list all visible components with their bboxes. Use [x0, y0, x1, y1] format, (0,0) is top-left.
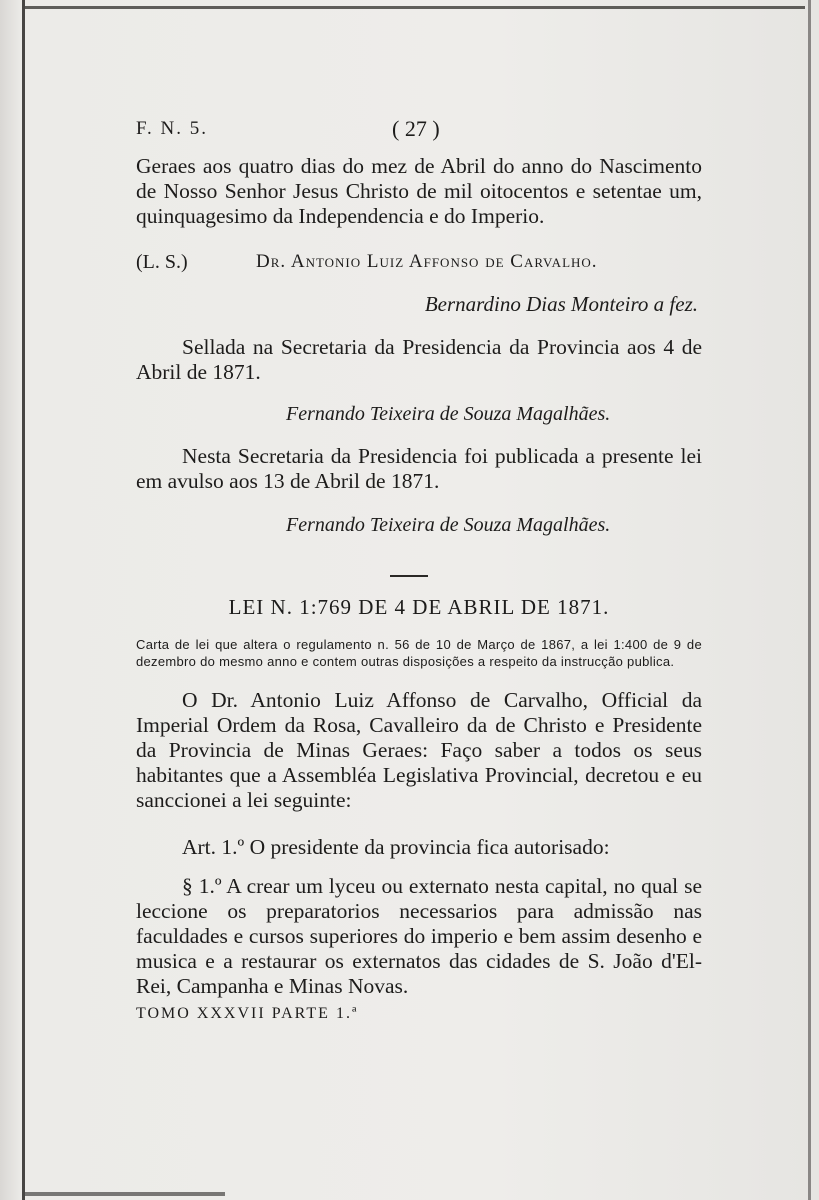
made-by-line: Bernardino Dias Monteiro a fez.	[424, 292, 698, 316]
article-1: Art. 1.º O presidente da provincia fica autorisado:	[182, 835, 610, 859]
law-title: LEI N. 1:769 DE 4 DE ABRIL DE 1871.	[228, 595, 610, 619]
top-edge-line	[25, 6, 805, 9]
volume-footer: TOMO XXXVII PARTE 1.ª	[136, 1005, 359, 1022]
section-divider	[390, 575, 428, 577]
secretary-signature-1: Fernando Teixeira de Souza Magalhães.	[286, 403, 611, 425]
signature-mark: F. N. 5.	[136, 118, 209, 139]
law-preamble: O Dr. Antonio Luiz Affonso de Carvalho, Official da Imperial Ordem da Rosa, Cavalleiro da de Christo e Presidente da Provincia de Minas Geraes: Faço saber a todos os seus habitantes que a Assembléa Legislativa Provincial, decretou e eu sanccionei a lei seguinte:	[136, 688, 702, 812]
binding-edge	[22, 0, 25, 1200]
secretary-signature-2: Fernando Teixeira de Souza Magalhães.	[286, 514, 611, 536]
law-summary: Carta de lei que altera o regulamento n. 56 de 10 de Março de 1867, a lei 1:400 de 9 de dezembro do mesmo anno e contem outras disposições a respeito da instrucção publica.	[136, 637, 702, 669]
page-number: ( 27 )	[392, 116, 440, 141]
published-paragraph: Nesta Secretaria da Presidencia foi publicada a presente lei em avulso aos 13 de Abril de 1871.	[136, 444, 702, 493]
right-edge-line	[808, 0, 811, 1200]
sealed-paragraph: Sellada na Secretaria da Presidencia da Provincia aos 4 de Abril de 1871.	[136, 335, 702, 384]
signatory-name: Dr. Antonio Luiz Affonso de Carvalho.	[256, 251, 598, 272]
section-1: § 1.º A crear um lyceu ou externato nesta capital, no qual se leccione os preparatorios necessarios para admissão nas faculdades e cursos superiores do imperio e bem assim desenho e musica e a restaurar os externatos das cidades de S. João d'El-Rei, Campanha e Minas Novas.	[136, 874, 702, 998]
opening-paragraph: Geraes aos quatro dias do mez de Abril do anno do Nascimento de Nosso Senhor Jesus Christo de mil oitocentos e setentae um, quinquagesimo da Independencia e do Imperio.	[136, 154, 702, 228]
signature-line	[136, 251, 702, 274]
bottom-edge-line	[25, 1192, 225, 1196]
page-content	[136, 118, 702, 1023]
seal-mark: (L. S.)	[136, 251, 188, 273]
page-header	[136, 118, 702, 150]
